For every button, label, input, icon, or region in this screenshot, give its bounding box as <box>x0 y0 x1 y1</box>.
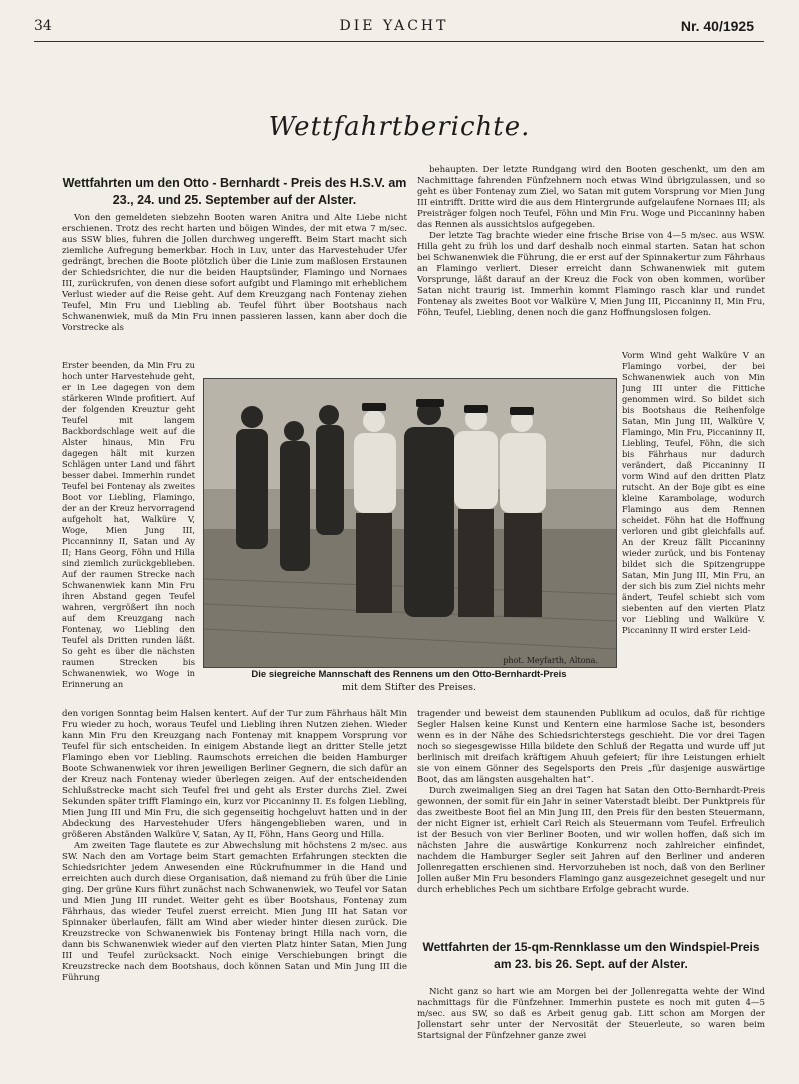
magazine-title: DIE YACHT <box>339 18 449 34</box>
article-text-right-top <box>417 165 765 365</box>
paragraph: Vorm Wind geht Walküre V an Flamingo vorbei, der bei Schwanenwiek auch von Min Jung III unter die Fittiche genommen wird. So bildet sich bis Bootshaus die Reihenfolge Satan, Min Jung III, Walküre V, Flamingo, Min Fru, Piccaninny II, Liebling, Teufel, Föhn, die sich bis Fährhaus nur dadurch verändert, daß Piccaninny II vorm Wind auf den dritten Platz rutscht. An der Boje gibt es eine kleine Karambolage, wodurch Flamingo aus dem Rennen scheidet. Föhn hat die Hoffnung verloren und gibt gleichfalls auf. An der Kreuz fällt Piccaninny wieder zurück, und bis Fontenay bildet sich die Spitzengruppe Satan, Min Jung III, Min Fru, an der sich bis zum Ziel nichts mehr ändert, Teufel schiebt sich vom siebenten auf den vierten Platz vor Liebling und Walküre V. Piccaninny II wird erster Leid- <box>622 350 765 635</box>
photo-credit: phot. Meyfarth, Altona. <box>503 656 598 665</box>
paragraph: Durch zweimaligen Sieg an drei Tagen hat Satan den Otto-Bernhardt-Preis gewonnen, der somit für ein Jahr in seiner Vaterstadt bleibt. Der Punktpreis für das zweitbeste Boot fiel an Min Jung III, den Preis für den besten Steuermann, der nicht Eigner ist, erhielt Carl Reich als Steuermann vom Teufel. Erfreulich ist der Besuch von vier Berliner Booten, und wir wollen hoffen, daß sich im nächsten Jahre die auswärtige Konkurrenz noch zahlreicher einfindet, nachdem die Hamburger Segler seit Jahren auf den Berliner und anderen Jollenregatten erschienen sind. Hervorzuheben ist noch, daß von den Berliner Jollen außer Min Fru besonders Flamingo ganz ausgezeichnet gesegelt und nur durch erhebliches Pech um sichtbare Erfolge gebracht wurde. <box>417 786 765 895</box>
issue-number: Nr. 40/1925 <box>680 18 754 34</box>
paragraph: Von den gemeldeten siebzehn Booten waren Anitra und Alte Liebe nicht erschienen. Trotz des recht harten und böigen Windes, der mit etwa 7 m/sec. aus SSW blies, fuhren die Jollen durchweg ungerefft. Beim Start macht sich ziemliche Aufregung bemerkbar. Hoch in Luv, unter das Harvestehuder Ufer gedrängt, brechen die Boote plötzlich über die Linie zum maßlosen Erstaunen der Schiedsrichter, die nur die beiden Hauptsünder, Flamingo und Nornaes III, zurückrufen, von denen diese sofort aufgibt und Flamingo mit erheblichem Verlust wieder auf die Reise geht. Auf dem Kreuzgang nach Fontenay ziehen Teufel, Min Fru und Liebling ab. Teufel führt über Bootshaus nach Schwanenwiek, muß da Min Fru innen passieren lassen, kann aber doch die Vorstrecke als <box>62 213 407 333</box>
paragraph: behaupten. Der letzte Rundgang wird den Booten geschenkt, um den am Nachmittage fahrenden Fünfzehnern noch etwas Wind übrigzulassen, und so geht es über Fontenay zum Ziel, wo Satan mit gutem Vorsprung vor Mien Jung III eintrifft. Dritte wird die aus dem Hintergrunde aufgelaufene Nornaes III; als Preisträger folgen noch Teufel, Föhn und Min Fru. Woge und Piccaninny haben das Rennen als aussichtslos aufgegeben. <box>417 165 765 230</box>
article-text-left-narrow <box>62 360 195 710</box>
article-title-2: Wettfahrten der 15-qm-Rennklasse um den Windspiel-Preis am 23. bis 26. Sept. auf der Alster. <box>422 940 760 971</box>
paragraph: Nicht ganz so hart wie am Morgen bei der Jollenregatta wehte der Wind nachmittags für die Fünfzehner. Immerhin pustete es noch mit guten 4—5 m/sec. aus SW, so daß es Arbeit genug gab. Litt schon am Morgen der Jollenstart sehr unter der Nervosität der Steuerleute, so waren beim Startsignal der Fünfzehner ganze zwei <box>417 987 765 1041</box>
article2-text <box>417 987 765 1042</box>
section-heading: Wettfahrtberichte. <box>268 112 531 142</box>
header-rule <box>34 41 764 42</box>
article-text-left-top <box>62 213 407 370</box>
article-text-left-bottom <box>62 709 407 1039</box>
paragraph: tragender und beweist dem staunenden Publikum ad oculos, daß für richtige Segler Halsen keine Kunst und Kentern eine harmlose Sache ist, besonders wenn es in der Nähe des Schiedsrichterstegs geschieht. Die vor drei Tagen noch so siegesgewisse Hilla bildete den Schluß der Regatta und wurde uff jut berlinisch mit dreifach kräftigem Ahuuh gefeiert; für ihre Leistungen erhielt sie von einem Gönner des Segelsports den Preis „für dasjenige auswärtige Boot, das am längsten ausgehalten hat“. <box>417 709 765 785</box>
paragraph: Am zweiten Tage flautete es zur Abwechslung mit höchstens 2 m/sec. aus SW. Nach den am Vortage beim Start gemachten Erfahrungen steckten die Schiedsrichter jedem Anwesenden eine Rückrufnummer in die Hand und erreichten auch durch diese Organisation, daß niemand zu früh über die Linie ging. Der grüne Kurs führt zunächst nach Schwanenwiek, wo Teufel vor Satan und Mien Jung III rundet. Weiter geht es über Bootshaus, Fontenay zum Fährhaus, das wieder Teufel zuerst erreicht. Mien Jung III hat Satan vor Spinnaker überlaufen, fällt am Wind aber wieder hinter diesen zurück. Die Kreuzstrecke von Schwanenwiek bis Fontenay bringt Hilla nach vorn, die dann bis Schwanenwiek wieder auf den vierten Platz hinter Satan, Mien Jung III und Teufel zurücksackt. Noch einige Verschiebungen bringt die Kreuzstrecke nach dem Bootshaus, doch können Satan und Min Jung III die Führung <box>62 841 407 983</box>
article-title: Wettfahrten um den Otto - Bernhardt - Preis des H.S.V. am 23., 24. und 25. September auf der Alster. <box>62 176 407 207</box>
running-header <box>34 18 754 42</box>
paragraph: Der letzte Tag brachte wieder eine frische Brise von 4—5 m/sec. aus WSW. Hilla geht zu früh los und darf deshalb noch einmal starten. Satan hat schon bei Schwanenwiek die Führung, die er erst auf der Spinnakertur zum Fährhaus an Flamingo verliert. Dieser erreicht dann Schwanenwiek mit gutem Vorsprunge, läßt darauf an der Kreuz die Fock von oben kommen, worüber Satan nicht traurig ist. Immerhin kommt Flamingo rasch klar und rundet Fontenay als zweites Boot vor Walküre V, Mien Jung III, Piccaninny II, Min Fru, Föhn, Teufel, Liebling, denen noch die ganz Hoffnungslosen folgen. <box>417 231 765 318</box>
photo-caption <box>203 668 615 694</box>
caption-title: Die siegreiche Mannschaft des Rennens um den Otto-Bernhardt-Preis <box>251 669 567 680</box>
team-photo-illustration <box>204 379 616 667</box>
paragraph: den vorigen Sonntag beim Halsen kentert. Auf der Tur zum Fährhaus hält Min Fru wieder zu hoch, woraus Teufel und Liebling ihren Nutzen ziehen. Wieder kann Min Fru den Kreuzgang nach Fontenay mit knappem Vorsprung vor Teufel für sich entscheiden. In einigem Abstande liegt an dritter Stelle jetzt Flamingo eben vor Liebling. Raumschots erreichen die beiden Hamburger Boote Schwanenwiek vor ihren jeweiligen Berliner Gegnern, die sich dafür an der Kreuz nach Fontenay wieder überlegen zeigen. Auf der entscheidenden Schlußstrecke macht sich Teufel frei und geht als Erster durchs Ziel. Zwei Sekunden später trifft Flamingo ein, kurz vor Piccaninny II. Es folgen Liebling, Mien Jung III und Min Fru, die sich gegenseitig hochgeluvt hatten und in der Abdeckung des Harvestehuder Ufers hängengeblieben waren, und in größeren Abständen Walküre V, Satan, Ay II, Föhn, Hans Georg und Hilla. <box>62 709 407 840</box>
article-text-right-narrow <box>622 350 765 710</box>
article-text-right-bottom <box>417 709 765 939</box>
paragraph: Erster beenden, da Min Fru zu hoch unter Harvestehude geht, er in Lee dagegen von dem stärkeren Winde profitiert. Auf der folgenden Kreuztur geht Teufel mit langem Backbordschlage weit auf die Alster hinaus, Min Fru dagegen hält mit kurzen Schlägen unter Land und fährt besser dabei. Immerhin rundet Teufel bei Fontenay als zweites Boot vor Liebling, Flamingo, der an der Kreuz hervorragend aufgeholt hat, Walküre V, Woge, Mien Jung III, Piccanninny II, Satan und Ay II; Hans Georg, Föhn und Hilla sind ziemlich zurückgeblieben. Auf der raumen Strecke nach Schwanenwiek kann Min Fru ihren Abstand gegen Teufel wahren, vergrößert ihn noch auf dem Kreuzgang nach Fontenay, wo Liebling den Teufel als Dritten runden läßt. So geht es über die nächsten raumen Strecken bis Schwanenwiek, wo Woge in Erinnerung an <box>62 360 195 689</box>
page-number: 34 <box>34 18 52 34</box>
team-photo <box>203 378 617 668</box>
caption-subtitle: mit dem Stifter des Preises. <box>341 682 477 693</box>
